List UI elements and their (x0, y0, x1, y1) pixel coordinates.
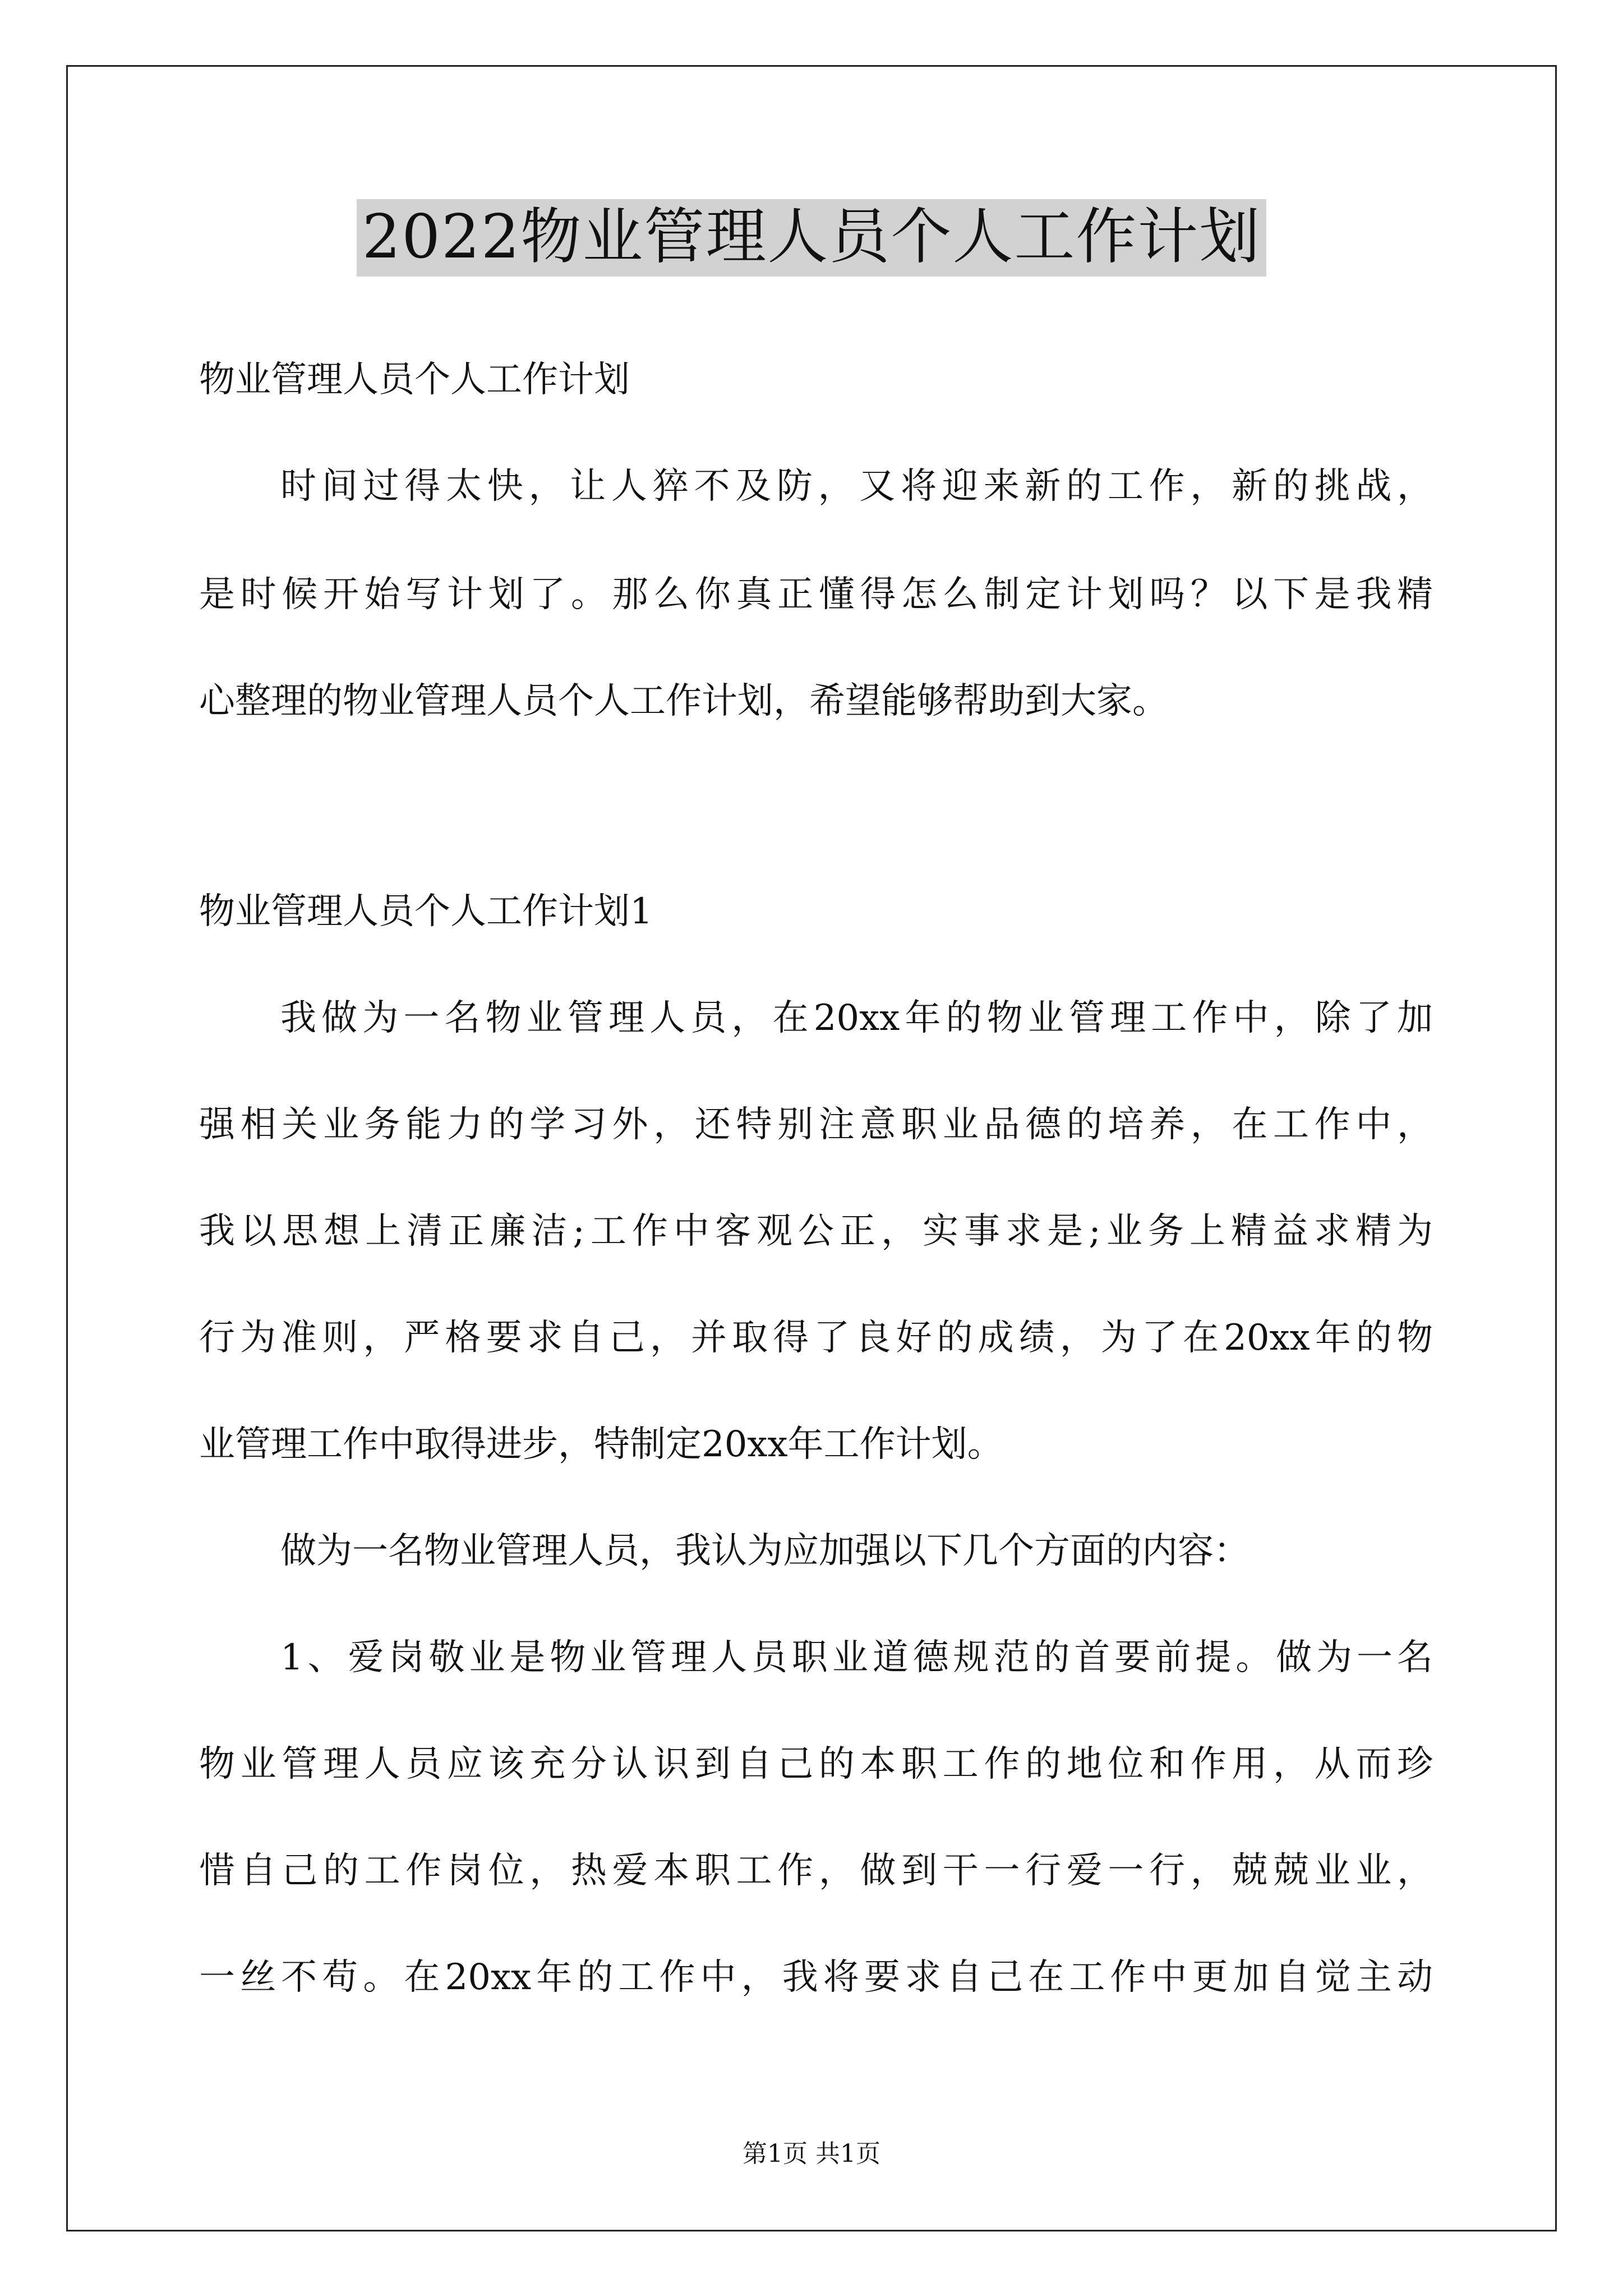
page-footer: 第1页 共1页 (743, 2139, 880, 2168)
paragraph-line: 业管理工作中取得进步，特制定20xx年工作计划。 (199, 1424, 1003, 1465)
document-title-text: 2022物业管理人员个人工作计划 (357, 199, 1267, 277)
section-heading: 物业管理人员个人工作计划1 (199, 891, 653, 932)
paragraph-line: 物业管理人员应该充分认识到自己的本职工作的地位和作用，从而珍 (199, 1743, 1433, 1785)
paragraph-line: 惜自己的工作岗位，热爱本职工作，做到干一行爱一行，兢兢业业， (199, 1850, 1433, 1892)
paragraph-line: 心整理的物业管理人员个人工作计划，希望能够帮助到大家。 (199, 680, 1168, 722)
paragraph-line: 1、爱岗敬业是物业管理人员职业道德规范的首要前提。做为一名 (280, 1637, 1433, 1678)
subtitle-line: 物业管理人员个人工作计划 (199, 359, 630, 401)
paragraph-line: 强相关业务能力的学习外，还特别注意职业品德的培养，在工作中， (199, 1104, 1433, 1145)
document-title (0, 199, 1623, 277)
paragraph-line: 我以思想上清正廉洁;工作中客观公正，实事求是;业务上精益求精为 (199, 1211, 1433, 1252)
paragraph-line: 是时候开始写计划了。那么你真正懂得怎么制定计划吗？以下是我精 (199, 574, 1433, 615)
paragraph-line: 做为一名物业管理人员，我认为应加强以下几个方面的内容： (280, 1530, 1249, 1572)
paragraph-line: 时间过得太快，让人猝不及防，又将迎来新的工作，新的挑战， (280, 466, 1433, 507)
paragraph-line: 我做为一名物业管理人员，在20xx年的物业管理工作中，除了加 (280, 997, 1433, 1039)
paragraph-line: 行为准则，严格要求自己，并取得了良好的成绩，为了在20xx年的物 (199, 1317, 1433, 1359)
paragraph-line: 一丝不苟。在20xx年的工作中，我将要求自己在工作中更加自觉主动 (199, 1957, 1433, 1998)
